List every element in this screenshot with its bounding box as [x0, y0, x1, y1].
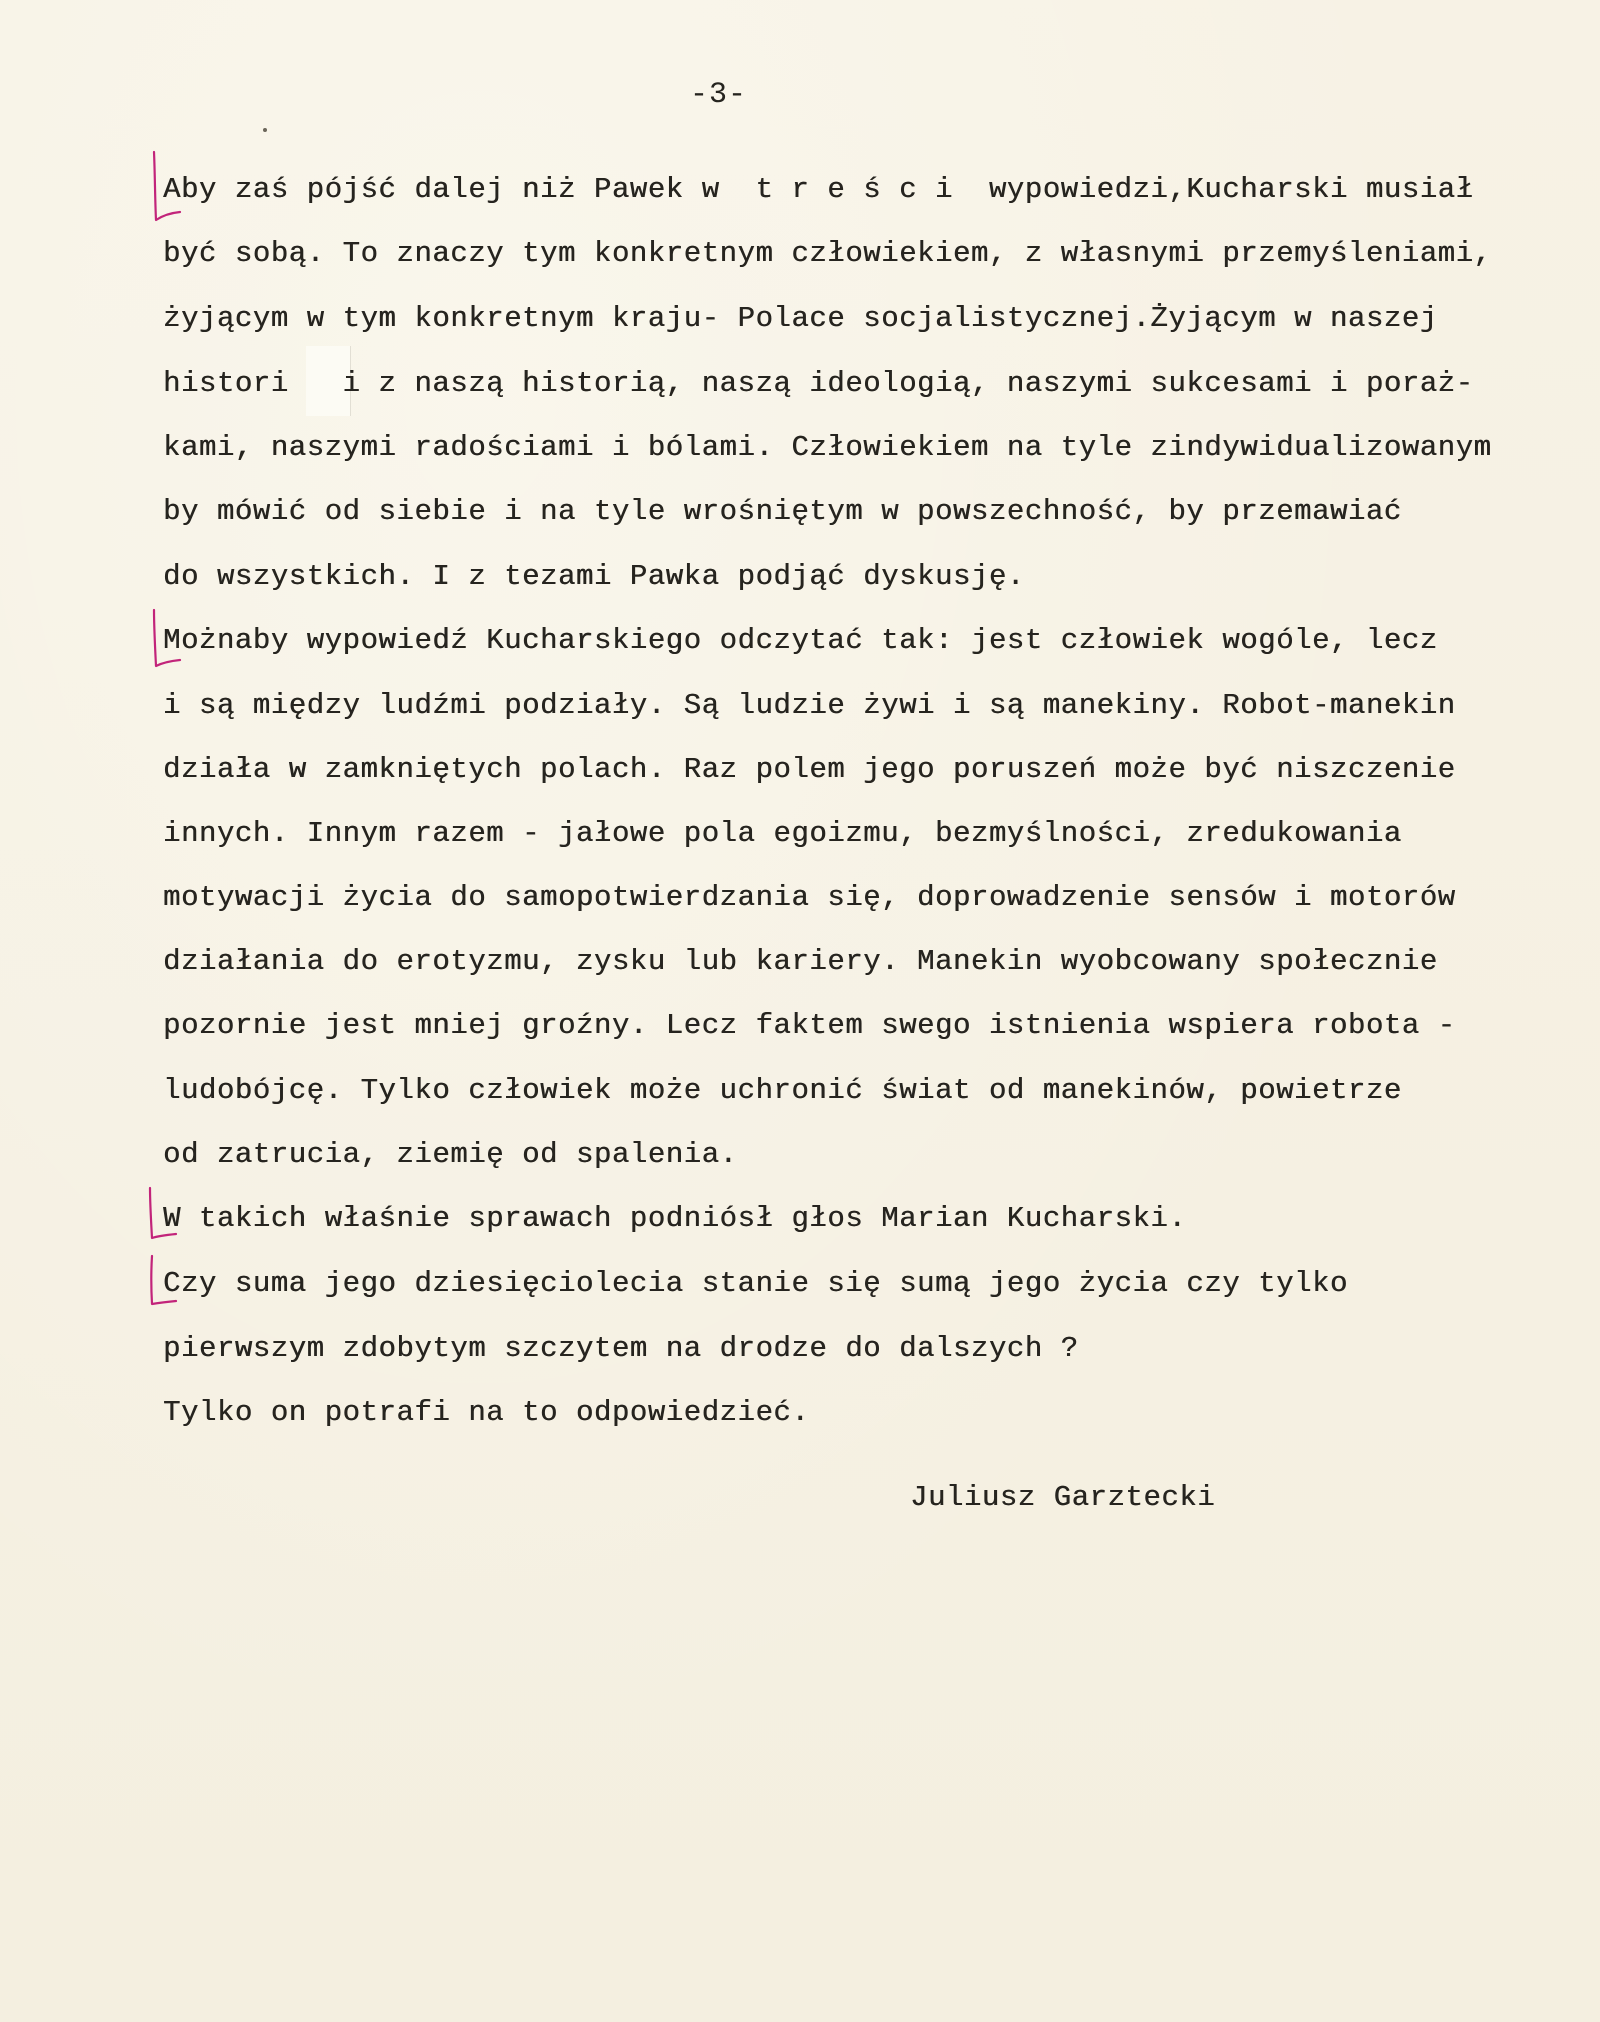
- paragraph-1-line-7: do wszystkich. I z tezami Pawka podjąć dyskusję.: [163, 560, 1025, 593]
- paragraph-4-line-3: Tylko on potrafi na to odpowiedzieć.: [163, 1396, 810, 1429]
- paragraph-2-line-6: działania do erotyzmu, zysku lub kariery. Manekin wyobcowany społecznie: [163, 945, 1438, 978]
- paragraph-1-line-4: histori i z naszą historią, naszą ideologią, naszymi sukcesami i poraż-: [163, 367, 1474, 400]
- paragraph-3-line-1: W takich właśnie sprawach podniósł głos Marian Kucharski.: [163, 1202, 1187, 1235]
- paragraph-1-line-6: by mówić od siebie i na tyle wrośniętym w powszechność, by przemawiać: [163, 495, 1402, 528]
- paragraph-4-line-1: Czy suma jego dziesięciolecia stanie się sumą jego życia czy tylko: [163, 1267, 1348, 1300]
- paragraph-2-line-9: od zatrucia, ziemię od spalenia.: [163, 1138, 738, 1171]
- paragraph-1-line-3: żyjącym w tym konkretnym kraju- Polace socjalistycznej.Żyjącym w naszej: [163, 302, 1438, 335]
- page-number: -3-: [690, 78, 748, 112]
- paragraph-2-line-7: pozornie jest mniej groźny. Lecz faktem swego istnienia wspiera robota -: [163, 1009, 1456, 1042]
- paragraph-1-line-2: być sobą. To znaczy tym konkretnym człowiekiem, z własnymi przemyśleniami,: [163, 237, 1492, 270]
- paper-speck: [263, 128, 267, 132]
- margin-bracket-mark: [142, 1186, 182, 1256]
- author-signature: Juliusz Garztecki: [910, 1481, 1216, 1514]
- paragraph-2-line-8: ludobójcę. Tylko człowiek może uchronić świat od manekinów, powietrze: [163, 1074, 1402, 1107]
- paragraph-1-line-1: Aby zaś pójść dalej niż Pawek w t r e ś c i wypowiedzi,Kucharski musiał: [163, 173, 1474, 206]
- paragraph-2-line-4: innych. Innym razem - jałowe pola egoizmu, bezmyślności, zredukowania: [163, 817, 1402, 850]
- paragraph-2-line-3: działa w zamkniętych polach. Raz polem jego poruszeń może być niszczenie: [163, 753, 1456, 786]
- paragraph-2-line-1: Możnaby wypowiedź Kucharskiego odczytać tak: jest człowiek wogóle, lecz: [163, 624, 1438, 657]
- paragraph-2-line-2: i są między ludźmi podziały. Są ludzie żywi i są manekiny. Robot-manekin: [163, 689, 1456, 722]
- margin-bracket-mark: [146, 608, 186, 678]
- margin-bracket-mark: [146, 150, 186, 240]
- paragraph-4-line-2: pierwszym zdobytym szczytem na drodze do dalszych ?: [163, 1332, 1079, 1365]
- paragraph-1-line-5: kami, naszymi radościami i bólami. Człowiekiem na tyle zindywidualizowanym: [163, 431, 1492, 464]
- margin-bracket-mark: [142, 1254, 182, 1324]
- paragraph-2-line-5: motywacji życia do samopotwierdzania się, doprowadzenie sensów i motorów: [163, 881, 1456, 914]
